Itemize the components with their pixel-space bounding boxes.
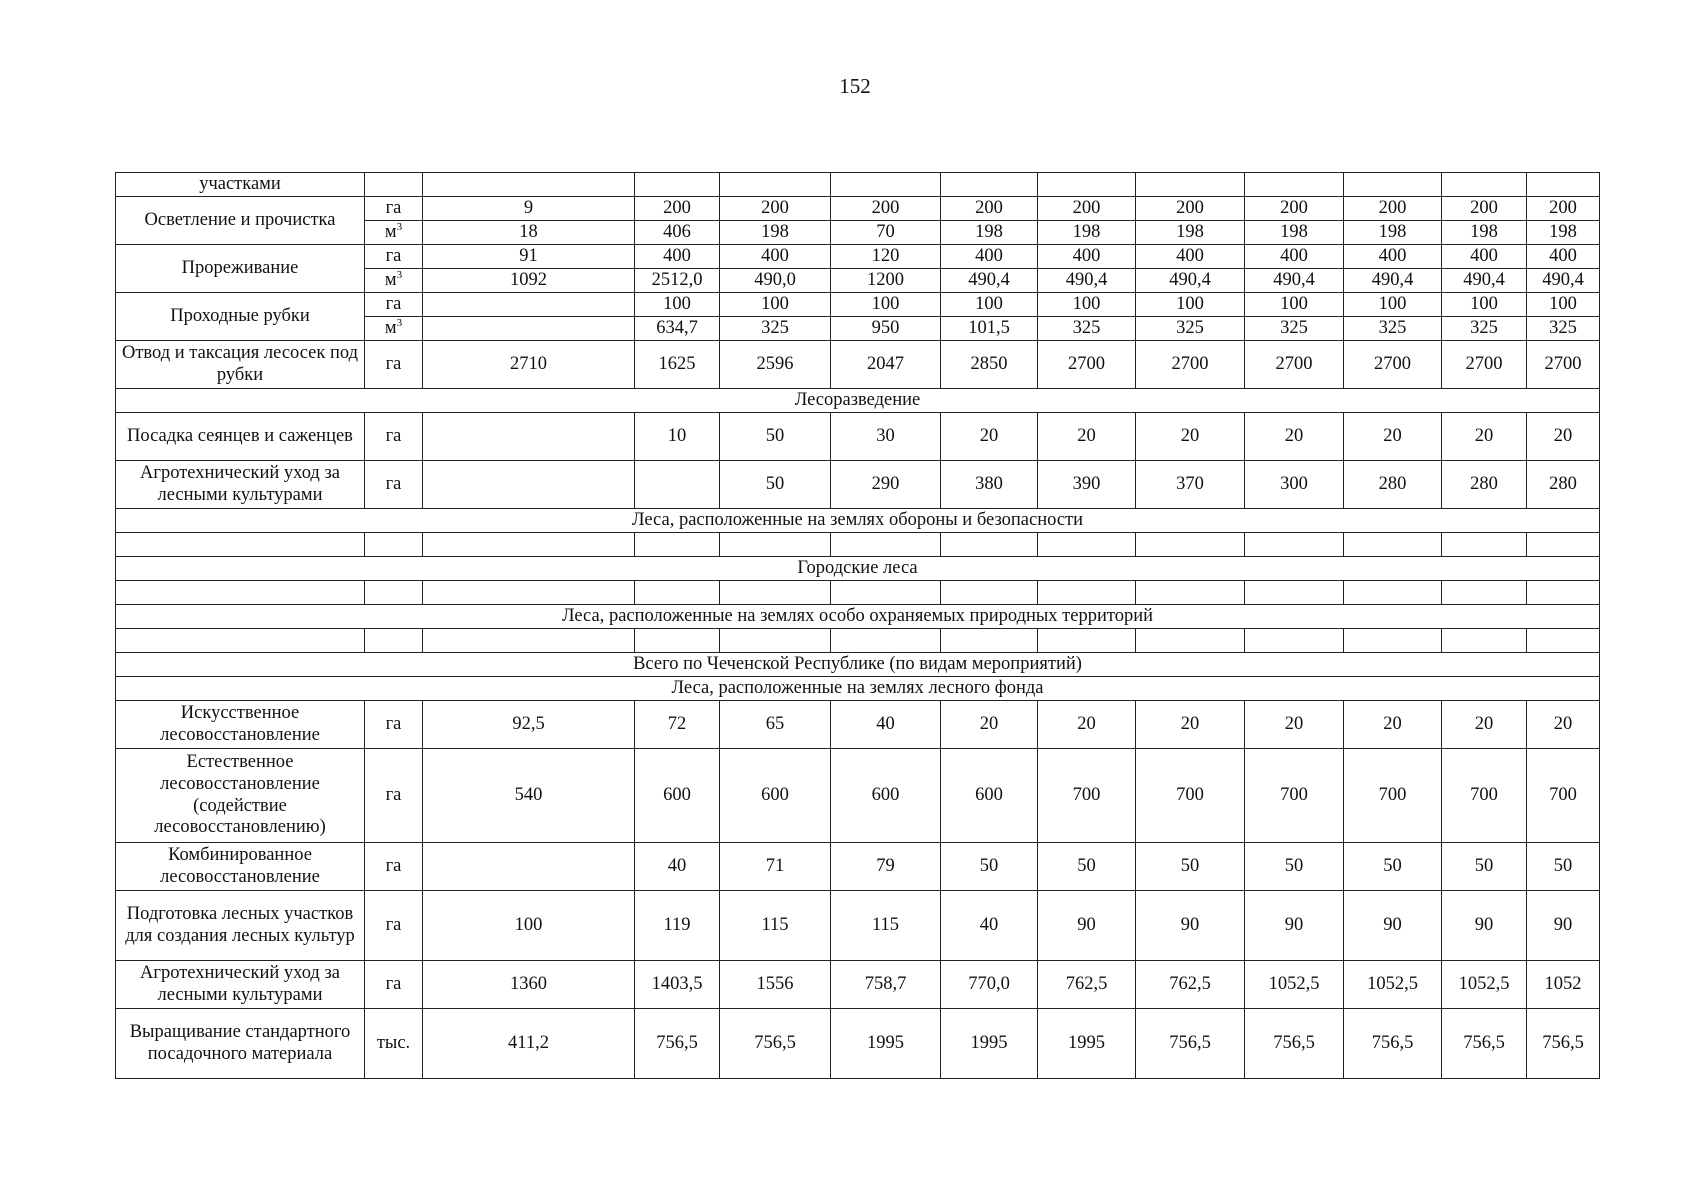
value-cell: 325 [1245, 317, 1344, 341]
value-cell: 700 [1038, 749, 1136, 843]
value-cell [1038, 533, 1136, 557]
value-cell [1442, 629, 1527, 653]
value-cell: 325 [1442, 317, 1527, 341]
value-cell: 115 [831, 891, 941, 961]
value-cell: 1052,5 [1442, 961, 1527, 1009]
value-cell: 400 [1136, 245, 1245, 269]
value-cell: 20 [1038, 413, 1136, 461]
section-row [116, 509, 1600, 533]
value-cell [1442, 581, 1527, 605]
value-cell: 490,4 [1527, 269, 1600, 293]
value-cell: 79 [831, 843, 941, 891]
section-row [116, 653, 1600, 677]
value-cell [423, 461, 635, 509]
value-cell: 50 [1038, 843, 1136, 891]
section-heading: Леса, расположенные на землях особо охраняемых природных территорий [116, 605, 1600, 629]
value-cell: 1995 [831, 1009, 941, 1079]
table-row [116, 293, 1600, 317]
value-cell: 70 [831, 221, 941, 245]
value-cell: 100 [1136, 293, 1245, 317]
unit-cell [365, 533, 423, 557]
value-cell: 90 [1344, 891, 1442, 961]
value-cell [423, 173, 635, 197]
table-row [116, 413, 1600, 461]
table-row [116, 701, 1600, 749]
value-cell: 50 [720, 413, 831, 461]
value-cell: 20 [1442, 413, 1527, 461]
value-cell [1344, 173, 1442, 197]
value-cell [941, 581, 1038, 605]
value-cell [1038, 173, 1136, 197]
value-cell [1136, 581, 1245, 605]
value-cell: 20 [1136, 413, 1245, 461]
value-cell: 20 [1344, 413, 1442, 461]
value-cell: 762,5 [1038, 961, 1136, 1009]
value-cell [720, 173, 831, 197]
value-cell: 18 [423, 221, 635, 245]
unit-cell: га [365, 701, 423, 749]
unit-cell: га [365, 891, 423, 961]
table-row [116, 173, 1600, 197]
table-row [116, 581, 1600, 605]
value-cell: 290 [831, 461, 941, 509]
value-cell: 490,4 [1038, 269, 1136, 293]
value-cell: 380 [941, 461, 1038, 509]
value-cell: 198 [941, 221, 1038, 245]
value-cell: 325 [1136, 317, 1245, 341]
value-cell: 198 [720, 221, 831, 245]
value-cell [1344, 581, 1442, 605]
value-cell: 20 [941, 413, 1038, 461]
value-cell: 325 [1038, 317, 1136, 341]
table-row [116, 197, 1600, 221]
value-cell: 100 [423, 891, 635, 961]
section-heading: Леса, расположенные на землях лесного фонда [116, 677, 1600, 701]
value-cell: 20 [1245, 701, 1344, 749]
value-cell: 200 [1442, 197, 1527, 221]
activity-name [116, 533, 365, 557]
activity-name: Выращивание стандартного посадочного материала [116, 1009, 365, 1079]
value-cell: 1995 [1038, 1009, 1136, 1079]
value-cell: 1403,5 [635, 961, 720, 1009]
value-cell: 200 [1038, 197, 1136, 221]
value-cell [423, 317, 635, 341]
value-cell [720, 581, 831, 605]
section-heading: Леса, расположенные на землях обороны и безопасности [116, 509, 1600, 533]
value-cell [831, 629, 941, 653]
value-cell: 390 [1038, 461, 1136, 509]
value-cell: 300 [1245, 461, 1344, 509]
table-row [116, 629, 1600, 653]
value-cell: 100 [941, 293, 1038, 317]
value-cell: 100 [1527, 293, 1600, 317]
value-cell: 200 [720, 197, 831, 221]
value-cell: 2850 [941, 341, 1038, 389]
value-cell: 50 [1442, 843, 1527, 891]
value-cell: 762,5 [1136, 961, 1245, 1009]
value-cell [1245, 173, 1344, 197]
table-row [116, 843, 1600, 891]
value-cell: 700 [1136, 749, 1245, 843]
value-cell: 91 [423, 245, 635, 269]
value-cell: 600 [635, 749, 720, 843]
value-cell: 100 [1442, 293, 1527, 317]
value-cell [423, 581, 635, 605]
value-cell [941, 533, 1038, 557]
value-cell [720, 533, 831, 557]
value-cell [635, 581, 720, 605]
value-cell: 1625 [635, 341, 720, 389]
value-cell: 72 [635, 701, 720, 749]
value-cell: 100 [1344, 293, 1442, 317]
value-cell: 115 [720, 891, 831, 961]
table-row [116, 245, 1600, 269]
value-cell [423, 843, 635, 891]
value-cell: 490,4 [1245, 269, 1344, 293]
value-cell: 325 [720, 317, 831, 341]
value-cell [635, 533, 720, 557]
value-cell [1245, 629, 1344, 653]
unit-cell: га [365, 461, 423, 509]
activity-name: Посадка сеянцев и саженцев [116, 413, 365, 461]
value-cell: 700 [1245, 749, 1344, 843]
value-cell [1442, 533, 1527, 557]
value-cell: 20 [1245, 413, 1344, 461]
value-cell: 756,5 [1344, 1009, 1442, 1079]
value-cell: 540 [423, 749, 635, 843]
value-cell: 2512,0 [635, 269, 720, 293]
table-row [116, 749, 1600, 843]
activity-name: Искусственное лесовосстановление [116, 701, 365, 749]
unit-cell [365, 173, 423, 197]
value-cell: 90 [1245, 891, 1344, 961]
value-cell: 10 [635, 413, 720, 461]
unit-cell: га [365, 961, 423, 1009]
value-cell [941, 173, 1038, 197]
value-cell: 1995 [941, 1009, 1038, 1079]
table-row [116, 461, 1600, 509]
value-cell: 490,4 [1136, 269, 1245, 293]
unit-cell: $м^3$ [365, 317, 423, 341]
value-cell: 756,5 [1527, 1009, 1600, 1079]
value-cell: 9 [423, 197, 635, 221]
value-cell: 100 [1038, 293, 1136, 317]
value-cell: 400 [1527, 245, 1600, 269]
value-cell: 756,5 [635, 1009, 720, 1079]
value-cell: 200 [1136, 197, 1245, 221]
value-cell [1136, 629, 1245, 653]
value-cell: 198 [1344, 221, 1442, 245]
value-cell: 490,4 [1442, 269, 1527, 293]
value-cell: 2700 [1245, 341, 1344, 389]
value-cell: 490,0 [720, 269, 831, 293]
value-cell: 2710 [423, 341, 635, 389]
value-cell [1245, 533, 1344, 557]
activity-name [116, 629, 365, 653]
value-cell: 20 [1527, 413, 1600, 461]
value-cell [635, 173, 720, 197]
forestry-activities-table [115, 172, 1600, 1079]
value-cell: 2700 [1344, 341, 1442, 389]
value-cell: 756,5 [1245, 1009, 1344, 1079]
unit-cell: га [365, 197, 423, 221]
value-cell: 50 [720, 461, 831, 509]
value-cell [1527, 581, 1600, 605]
unit-cell: $м^3$ [365, 269, 423, 293]
value-cell: 400 [1245, 245, 1344, 269]
value-cell: 280 [1442, 461, 1527, 509]
value-cell: 119 [635, 891, 720, 961]
value-cell: 700 [1527, 749, 1600, 843]
value-cell [1527, 629, 1600, 653]
value-cell: 20 [941, 701, 1038, 749]
value-cell: 400 [1038, 245, 1136, 269]
value-cell: 20 [1344, 701, 1442, 749]
value-cell: 50 [1136, 843, 1245, 891]
value-cell: 406 [635, 221, 720, 245]
activity-name: Прореживание [116, 245, 365, 293]
value-cell: 100 [1245, 293, 1344, 317]
value-cell: 400 [720, 245, 831, 269]
value-cell: 1052,5 [1245, 961, 1344, 1009]
value-cell: 700 [1442, 749, 1527, 843]
value-cell: 50 [1245, 843, 1344, 891]
value-cell: 40 [831, 701, 941, 749]
value-cell [423, 413, 635, 461]
value-cell [1038, 629, 1136, 653]
value-cell: 2700 [1136, 341, 1245, 389]
value-cell [720, 629, 831, 653]
value-cell: 1052,5 [1344, 961, 1442, 1009]
value-cell: 758,7 [831, 961, 941, 1009]
value-cell [423, 293, 635, 317]
section-row [116, 389, 1600, 413]
value-cell: 1200 [831, 269, 941, 293]
value-cell: 950 [831, 317, 941, 341]
value-cell: 198 [1527, 221, 1600, 245]
section-row [116, 677, 1600, 701]
value-cell [1442, 173, 1527, 197]
value-cell: 100 [831, 293, 941, 317]
value-cell [1344, 533, 1442, 557]
page-number: 152 [839, 74, 871, 98]
activity-name: Агротехнический уход за лесными культурами [116, 461, 365, 509]
value-cell [635, 461, 720, 509]
value-cell: 20 [1136, 701, 1245, 749]
section-heading: Всего по Чеченской Республике (по видам мероприятий) [116, 653, 1600, 677]
value-cell: 400 [941, 245, 1038, 269]
unit-cell: га [365, 413, 423, 461]
value-cell [831, 173, 941, 197]
value-cell: 1092 [423, 269, 635, 293]
activity-name: Осветление и прочистка [116, 197, 365, 245]
value-cell: 756,5 [1136, 1009, 1245, 1079]
value-cell: 2700 [1527, 341, 1600, 389]
value-cell [635, 629, 720, 653]
section-heading: Лесоразведение [116, 389, 1600, 413]
value-cell: 198 [1442, 221, 1527, 245]
value-cell: 2596 [720, 341, 831, 389]
value-cell: 92,5 [423, 701, 635, 749]
value-cell: 280 [1344, 461, 1442, 509]
value-cell: 200 [1245, 197, 1344, 221]
value-cell [423, 629, 635, 653]
value-cell: 120 [831, 245, 941, 269]
value-cell: 90 [1527, 891, 1600, 961]
value-cell: 20 [1038, 701, 1136, 749]
value-cell: 50 [1527, 843, 1600, 891]
value-cell: 400 [635, 245, 720, 269]
unit-cell: га [365, 341, 423, 389]
activity-name [116, 581, 365, 605]
value-cell: 600 [941, 749, 1038, 843]
section-heading: Городские леса [116, 557, 1600, 581]
section-row [116, 605, 1600, 629]
value-cell: 198 [1038, 221, 1136, 245]
value-cell: 198 [1245, 221, 1344, 245]
value-cell: 2700 [1442, 341, 1527, 389]
unit-cell [365, 581, 423, 605]
value-cell: 370 [1136, 461, 1245, 509]
activity-name: Естественное лесовосстановление (содействие лесовосстановлению) [116, 749, 365, 843]
value-cell: 600 [720, 749, 831, 843]
unit-cell [365, 629, 423, 653]
value-cell: 200 [1344, 197, 1442, 221]
value-cell: 400 [1442, 245, 1527, 269]
value-cell: 400 [1344, 245, 1442, 269]
value-cell: 30 [831, 413, 941, 461]
value-cell: 90 [1136, 891, 1245, 961]
unit-cell: га [365, 843, 423, 891]
value-cell: 101,5 [941, 317, 1038, 341]
value-cell: 600 [831, 749, 941, 843]
value-cell [423, 533, 635, 557]
value-cell [1527, 533, 1600, 557]
value-cell [1038, 581, 1136, 605]
value-cell: 100 [635, 293, 720, 317]
value-cell: 280 [1527, 461, 1600, 509]
value-cell [941, 629, 1038, 653]
value-cell: 40 [941, 891, 1038, 961]
value-cell: 100 [720, 293, 831, 317]
value-cell: 1360 [423, 961, 635, 1009]
value-cell [1344, 629, 1442, 653]
value-cell: 65 [720, 701, 831, 749]
value-cell [1136, 173, 1245, 197]
activity-name: Отвод и таксация лесосек под рубки [116, 341, 365, 389]
unit-cell: га [365, 245, 423, 269]
unit-cell: $м^3$ [365, 221, 423, 245]
unit-cell: га [365, 293, 423, 317]
value-cell: 90 [1442, 891, 1527, 961]
activity-name: Подготовка лесных участков для создания лесных культур [116, 891, 365, 961]
value-cell: 50 [1344, 843, 1442, 891]
value-cell: 1556 [720, 961, 831, 1009]
section-row [116, 557, 1600, 581]
value-cell: 490,4 [1344, 269, 1442, 293]
unit-cell: тыс. [365, 1009, 423, 1079]
value-cell: 770,0 [941, 961, 1038, 1009]
unit-cell: га [365, 749, 423, 843]
value-cell: 200 [1527, 197, 1600, 221]
value-cell: 325 [1344, 317, 1442, 341]
value-cell: 490,4 [941, 269, 1038, 293]
value-cell [831, 581, 941, 605]
value-cell: 50 [941, 843, 1038, 891]
activity-name: Агротехнический уход за лесными культурами [116, 961, 365, 1009]
table-row [116, 341, 1600, 389]
value-cell: 325 [1527, 317, 1600, 341]
activity-name: Проходные рубки [116, 293, 365, 341]
value-cell: 20 [1527, 701, 1600, 749]
table-row [116, 533, 1600, 557]
value-cell: 1052 [1527, 961, 1600, 1009]
value-cell: 200 [831, 197, 941, 221]
value-cell [1245, 581, 1344, 605]
value-cell: 71 [720, 843, 831, 891]
value-cell: 200 [941, 197, 1038, 221]
value-cell: 90 [1038, 891, 1136, 961]
value-cell: 200 [635, 197, 720, 221]
activity-name: участками [116, 173, 365, 197]
value-cell [1527, 173, 1600, 197]
value-cell: 756,5 [1442, 1009, 1527, 1079]
activity-name: Комбинированное лесовосстановление [116, 843, 365, 891]
table-row [116, 961, 1600, 1009]
value-cell [831, 533, 941, 557]
value-cell: 411,2 [423, 1009, 635, 1079]
value-cell: 700 [1344, 749, 1442, 843]
value-cell [1136, 533, 1245, 557]
table-row [116, 891, 1600, 961]
value-cell: 756,5 [720, 1009, 831, 1079]
value-cell: 2700 [1038, 341, 1136, 389]
value-cell: 2047 [831, 341, 941, 389]
value-cell: 634,7 [635, 317, 720, 341]
value-cell: 20 [1442, 701, 1527, 749]
table-row [116, 1009, 1600, 1079]
value-cell: 40 [635, 843, 720, 891]
value-cell: 198 [1136, 221, 1245, 245]
